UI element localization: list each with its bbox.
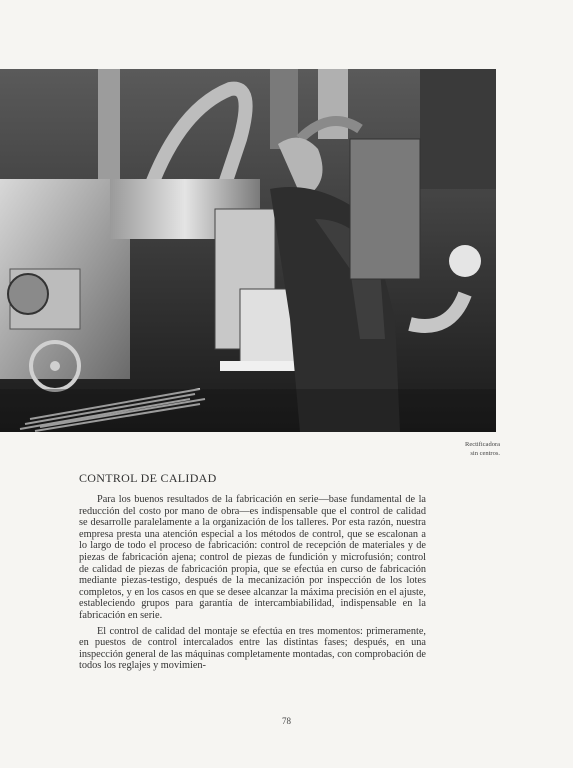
section-heading: CONTROL DE CALIDAD bbox=[79, 471, 217, 485]
article-body bbox=[79, 494, 426, 676]
photograph-grinding-machine bbox=[0, 69, 496, 432]
photo-caption bbox=[440, 440, 500, 458]
page-number: 78 bbox=[282, 716, 291, 726]
caption-line: sin centros. bbox=[470, 450, 500, 457]
machine-shop-photo-illustration bbox=[0, 69, 496, 432]
caption-line: Rectificadora bbox=[464, 441, 500, 448]
paragraph: Para los buenos resultados de la fabricación en serie—base fundamental de la reducción del costo por mano de obra—es indispensable que el control de calidad se desarrolle paralelamente a la organización de los talleres. Por esta razón, nuestra empresa presta una atención especial a los métodos de control, que se escalonan a lo largo de todo el proceso de fabricación: control de recepción de materiales y de piezas de fabricación ajena; control de piezas de fundición y microfusión; control de calidad de piezas de fabricación propia, que se efectúa en curso de fabricación mediante piezas-testigo, después de la mecanización por inspección de los lotes completos, y en los casos en que se desee alcanzar la máxima precisión en el ajuste, estableciendo grupos para garantía de intercambiabilidad, indispensable en la fabricación en serie. bbox=[79, 494, 426, 621]
paragraph: El control de calidad del montaje se efectúa en tres momentos: primeramente, en puestos de control intercalados entre las distintas fases; después, en una inspección general de las máquinas completamente montadas, con comprobación de todos los reglajes y movimien- bbox=[79, 625, 426, 672]
